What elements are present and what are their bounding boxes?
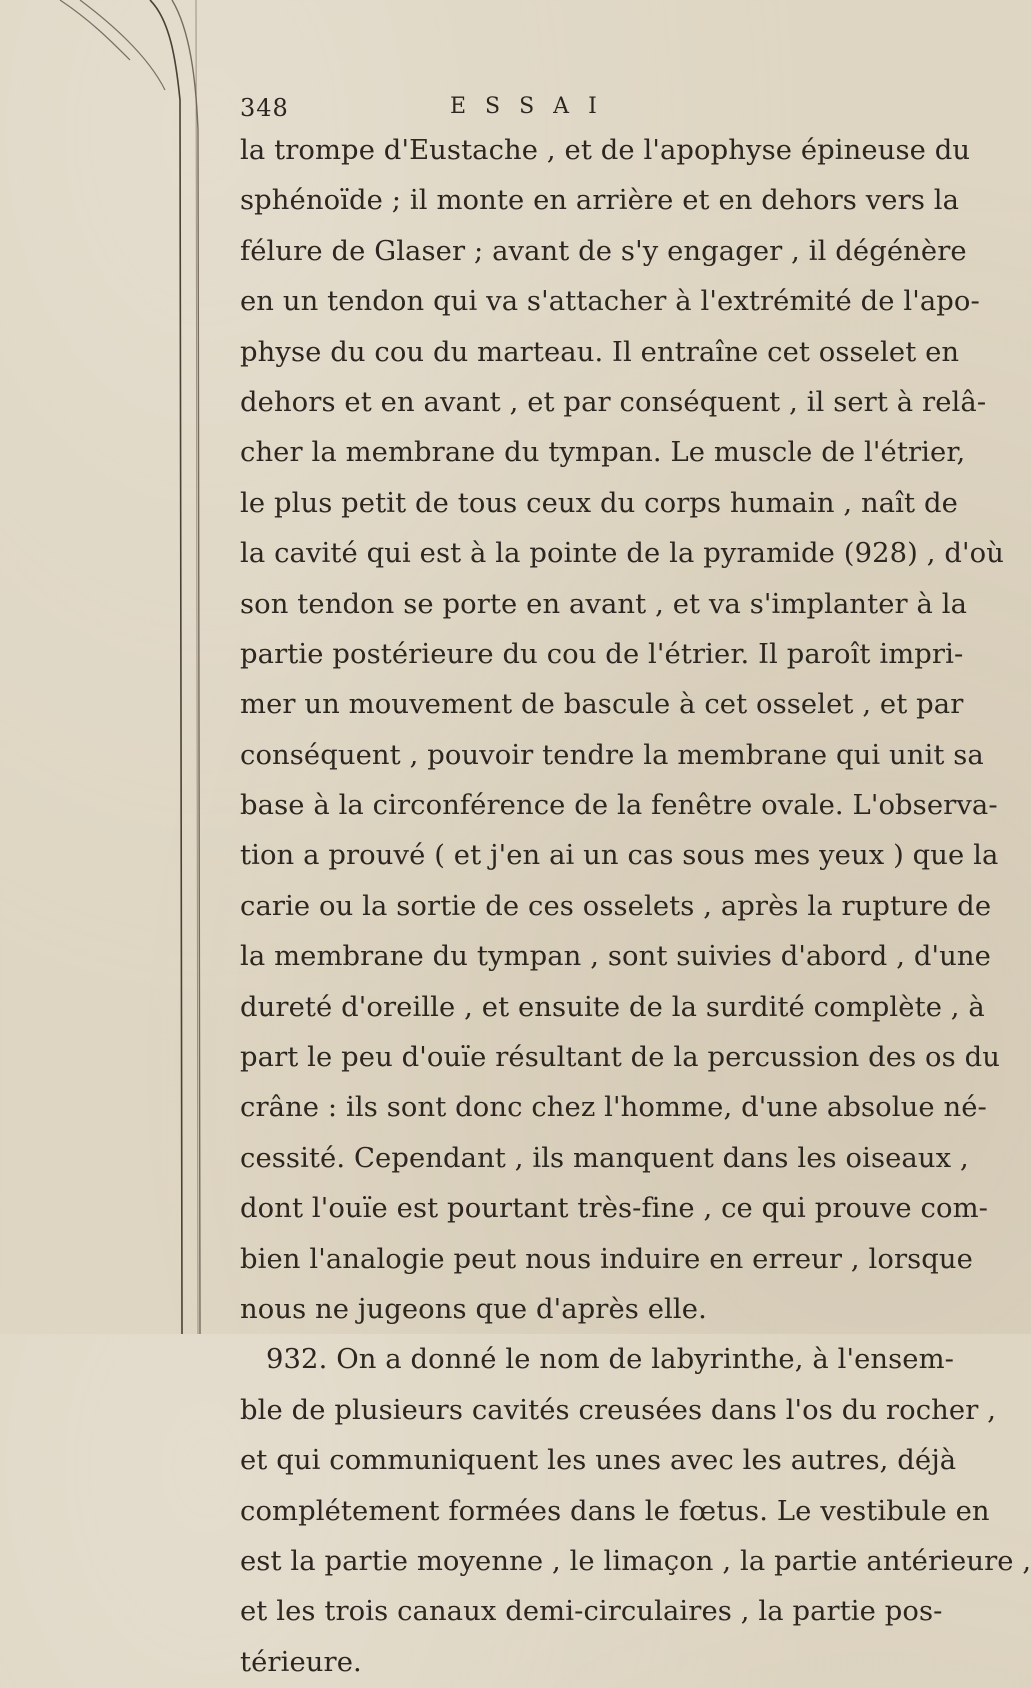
paragraph-start-line: 932. On a donné le nom de labyrinthe, à l'ensem-	[266, 1344, 955, 1376]
text-line: en un tendon qui va s'attacher à l'extrémité de l'apo-	[240, 286, 980, 318]
text-line: crâne : ils sont donc chez l'homme, d'une absolue né-	[240, 1092, 987, 1124]
text-line: dureté d'oreille , et ensuite de la surdité complète , à	[240, 991, 985, 1023]
text-line: ble de plusieurs cavités creusées dans l'os du rocher ,	[240, 1394, 997, 1426]
paragraph-end-line: nous ne jugeons que d'après elle.	[240, 1293, 707, 1325]
running-head	[240, 92, 788, 126]
text-line: part le peu d'ouïe résultant de la percussion des os du	[240, 1042, 1000, 1074]
text-line: et qui communiquent les unes avec les autres, déjà	[240, 1445, 957, 1477]
text-line: est la partie moyenne , le limaçon , la partie antérieure ,	[240, 1545, 1031, 1577]
text-line: la membrane du tympan , sont suivies d'abord , d'une	[240, 941, 991, 973]
page-binding-edge	[0, 0, 210, 1334]
book-page	[240, 92, 1031, 1688]
body-text	[240, 126, 1031, 1688]
text-line: le plus petit de tous ceux du corps humain , naît de	[240, 487, 958, 519]
text-line: sphénoïde ; il monte en arrière et en dehors vers la	[240, 185, 960, 217]
text-line: base à la circonférence de la fenêtre ovale. L'observa-	[240, 790, 998, 822]
text-line: bien l'analogie peut nous induire en erreur , lorsque	[240, 1243, 973, 1275]
text-line: carie ou la sortie de ces osselets , après la rupture de	[240, 890, 992, 922]
text-line: partie postérieure du cou de l'étrier. Il paroît impri-	[240, 638, 964, 670]
text-line: cher la membrane du tympan. Le muscle de l'étrier,	[240, 437, 966, 469]
text-line: physe du cou du marteau. Il entraîne cet osselet en	[240, 336, 960, 368]
text-line: tion a prouvé ( et j'en ai un cas sous mes yeux ) que la	[240, 840, 999, 872]
text-line: mer un mouvement de bascule à cet osselet , et par	[240, 689, 964, 721]
running-title: E S S A I	[450, 94, 603, 119]
text-line: complétement formées dans le fœtus. Le vestibule en	[240, 1495, 990, 1527]
text-line: dont l'ouïe est pourtant très-fine , ce qui prouve com-	[240, 1193, 989, 1225]
text-line: dehors et en avant , et par conséquent , il sert à relâ-	[240, 386, 987, 418]
page-number: 348	[240, 94, 289, 122]
text-line: conséquent , pouvoir tendre la membrane qui unit sa	[240, 739, 984, 771]
text-line: la cavité qui est à la pointe de la pyramide (928) , d'où	[240, 538, 1004, 570]
text-line: félure de Glaser ; avant de s'y engager , il dégénère	[240, 235, 967, 267]
text-line: son tendon se porte en avant , et va s'implanter à la	[240, 588, 968, 620]
paragraph-end-line: térieure.	[240, 1646, 362, 1678]
text-line: la trompe d'Eustache , et de l'apophyse épineuse du	[240, 135, 971, 166]
text-line: cessité. Cependant , ils manquent dans les oiseaux ,	[240, 1142, 969, 1174]
text-line: et les trois canaux demi-circulaires , la partie pos-	[240, 1596, 943, 1628]
